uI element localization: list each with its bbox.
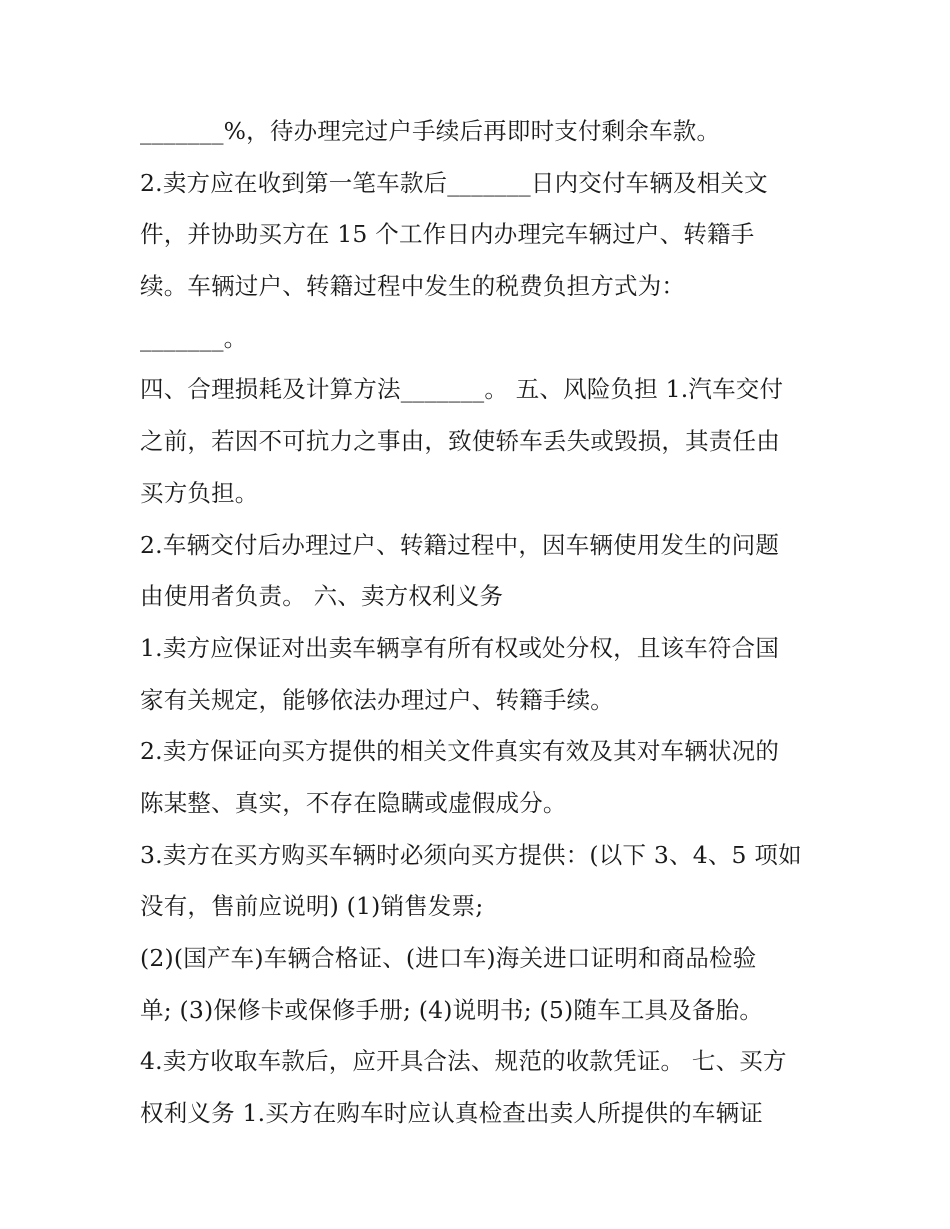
document-body <box>140 106 820 1140</box>
text-line: 家有关规定，能够依法办理过户、转籍手续。 <box>140 685 614 714</box>
text-line: 2.卖方保证向买方提供的相关文件真实有效及其对车辆状况的 <box>140 737 780 766</box>
text-line: 2.车辆交付后办理过户、转籍过程中，因车辆使用发生的问题 <box>140 530 780 559</box>
text-line: 四、合理损耗及计算方法_______。 五、风险负担 1.汽车交付 <box>140 375 784 404</box>
text-line: 买方负担。 <box>140 478 259 507</box>
text-line: 3.卖方在买方购买车辆时必须向买方提供：(以下 3、4、5 项如 <box>140 840 802 869</box>
text-line: 单; (3)保修卡或保修手册; (4)说明书; (5)随车工具及备胎。 <box>140 995 764 1024</box>
text-line: (2)(国产车)车辆合格证、(进口车)海关进口证明和商品检验 <box>140 944 757 972</box>
text-line: 没有，售前应说明) (1)销售发票; <box>140 892 484 921</box>
text-line: 续。车辆过户、转籍过程中发生的税费负担方式为： <box>140 272 686 301</box>
text-line: 之前，若因不可抗力之事由，致使轿车丢失或毁损，其责任由 <box>140 427 780 456</box>
text-line: 由使用者负责。 六、卖方权利义务 <box>140 582 504 611</box>
text-line: 4.卖方收取车款后，应开具合法、规范的收款凭证。 七、买方 <box>140 1047 787 1076</box>
text-line: 件，并协助买方在 15 个工作日内办理完车辆过户、转籍手 <box>140 220 755 249</box>
text-line: _______%，待办理完过户手续后再即时支付剩余车款。 <box>140 117 721 145</box>
text-line: 2.卖方应在收到第一笔车款后_______日内交付车辆及相关文 <box>140 168 768 197</box>
text-line: _______。 <box>140 323 248 352</box>
text-line: 陈某整、真实，不存在隐瞒或虚假成分。 <box>140 788 567 817</box>
text-line: 权利义务 1.买方在购车时应认真检查出卖人所提供的车辆证 <box>140 1099 763 1128</box>
text-line: 1.卖方应保证对出卖车辆享有所有权或处分权，且该车符合国 <box>140 633 780 662</box>
